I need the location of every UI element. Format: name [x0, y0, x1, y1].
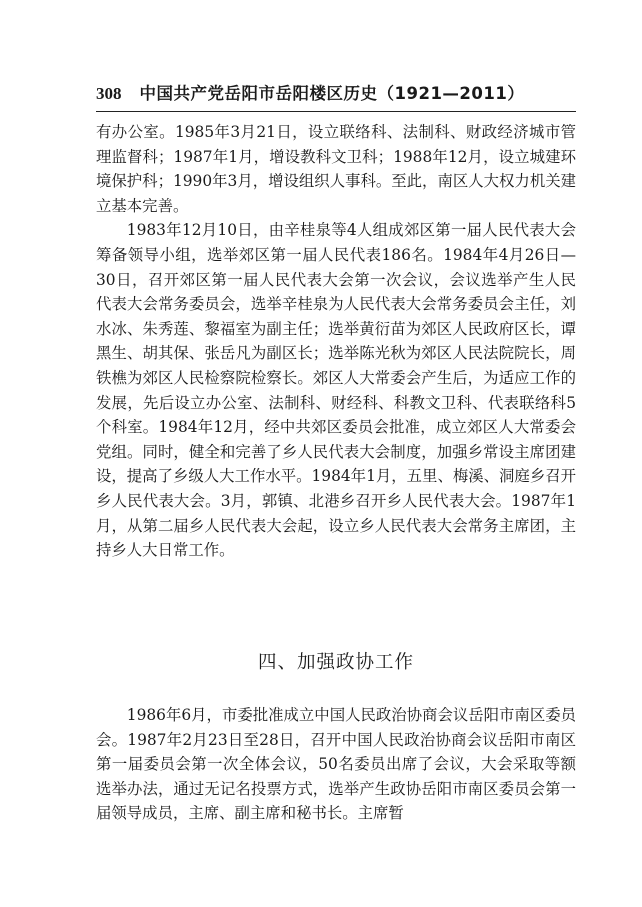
paragraph: 1983年12月10日，由辛桂泉等4人组成郊区第一届人民代表大会筹备领导小组，选举郊区第一届人民代表186名。1984年4月26日—30日，召开郊区第一届人民代表大会第一次会议，会议选举产生人民代表大会常务委员会，选举辛桂泉为人民代表大会常务委员会主任，刘水冰、朱秀莲、黎福室为副主任；选举黄衍苗为郊区人民政府区长，谭黑生、胡其保、张岳凡为副区长；选举陈光秋为郊区人民法院院长，周铁樵为郊区人民检察院检察长。郊区人大常委会产生后，为适应工作的发展，先后设立办公室、法制科、财经科、科教文卫科、代表联络科5个科室。1984年12月，经中共郊区委员会批准，成立郊区人大常委会党组。同时，健全和完善了乡人民代表大会制度，加强乡常设主席团建设，提高了乡级人大工作水平。1984年1月，五里、梅溪、洞庭乡召开乡人民代表大会。3月，郭镇、北港乡召开乡人民代表大会。1987年1月，从第二届乡人民代表大会起，设立乡人民代表大会常务主席团，主持乡人大日常工作。 — [96, 221, 576, 560]
page-header — [96, 80, 582, 110]
section-body-text — [96, 703, 576, 826]
body-text — [96, 120, 576, 563]
page-number: 308 — [96, 84, 122, 103]
header-rule — [96, 111, 576, 112]
section-heading: 四、加强政协工作 — [257, 652, 414, 673]
paragraph: 有办公室。1985年3月21日，设立联络科、法制科、财政经济城市管理监督科；1987年1月，增设教科文卫科；1988年12月，设立城建环境保护科；1990年3月，增设组织人事科。至此，南区人大权力机关建立基本完善。 — [96, 123, 576, 215]
running-title: 中国共产党岳阳市岳阳楼区历史（1921—2011） — [139, 84, 525, 103]
paragraph: 1986年6月，市委批准成立中国人民政治协商会议岳阳市南区委员会。1987年2月23日至28日，召开中国人民政治协商会议岳阳市南区第一届委员会第一次全体会议，50名委员出席了会议，大会采取等额选举办法，通过无记名投票方式，选举产生政协岳阳市南区委员会第一届领导成员，主席、副主席和秘书长。主席暂 — [96, 706, 576, 823]
